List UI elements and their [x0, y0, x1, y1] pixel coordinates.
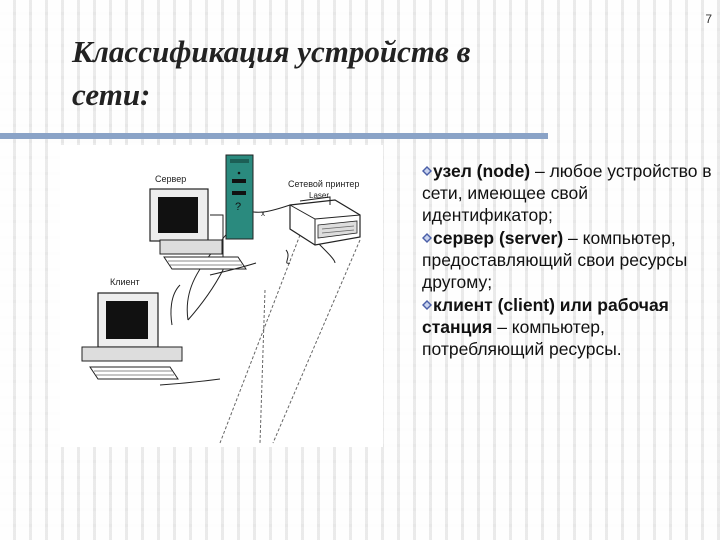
cable-client	[171, 285, 180, 325]
network-illustration	[60, 145, 383, 447]
definition-node-text: – любое устройство в сети, имеющее свой идентификатор;	[422, 161, 712, 225]
slide-title-line-1: Классификация устройств в	[72, 34, 471, 69]
slide-title	[72, 30, 632, 116]
diamond-bullet-icon	[422, 300, 432, 310]
server-tower	[226, 155, 265, 239]
title-underline	[0, 133, 548, 139]
network-printer	[286, 197, 360, 263]
floor-line-3	[260, 290, 265, 443]
definition-client-text: – компьютер, потребляющий ресурсы.	[422, 317, 622, 359]
server-keyboard	[164, 257, 246, 269]
term-node: узел (node)	[433, 161, 531, 181]
tower-lock-icon: ?	[235, 201, 242, 213]
definition-server	[422, 227, 712, 293]
label-client: Клиент	[110, 277, 140, 287]
diamond-bullet-icon	[422, 233, 432, 243]
definition-server-text: – компьютер, предоставляющий свои ресурсы другому;	[422, 228, 688, 292]
client-keyboard	[90, 367, 178, 379]
definition-client	[422, 294, 712, 360]
printer-connector	[286, 250, 290, 263]
tower-x-mark: x	[261, 209, 265, 218]
definition-node	[422, 160, 712, 226]
client-base	[82, 347, 182, 361]
label-server: Сервер	[155, 174, 187, 184]
server-screen	[158, 197, 198, 233]
page-number: 7	[705, 12, 712, 26]
tower-drive-2	[232, 179, 246, 183]
term-client: клиент (client) или рабочая станция	[422, 295, 669, 337]
client-screen	[106, 301, 148, 339]
network-diagram-svg	[60, 145, 383, 447]
label-printer-sub: Laser	[309, 191, 330, 200]
slide-title-line-2: сети:	[72, 77, 151, 112]
tower-drive-3	[232, 191, 246, 195]
definition-list	[422, 160, 712, 361]
label-printer: Сетевой принтер	[288, 179, 360, 189]
tower-body	[226, 155, 253, 239]
diamond-bullet-icon	[422, 166, 432, 176]
client-mouse-cable	[160, 379, 220, 385]
tower-power-led	[238, 172, 241, 175]
floor-line-2	[273, 240, 360, 443]
term-server: сервер (server)	[433, 228, 564, 248]
tower-drive-1	[230, 159, 249, 163]
server-base	[160, 240, 222, 254]
